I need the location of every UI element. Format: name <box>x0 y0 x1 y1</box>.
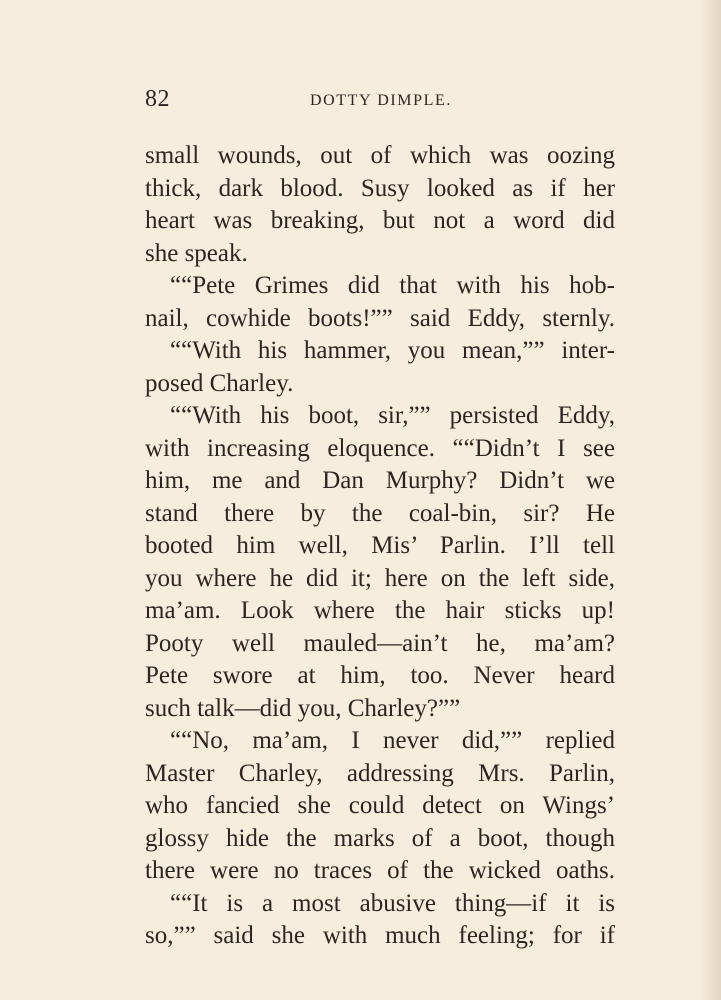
running-title: DOTTY DIMPLE. <box>310 92 452 109</box>
text-line: so,”” said she with much feeling; for if <box>145 922 615 949</box>
text-line: heart was breaking, but not a word did <box>145 207 615 234</box>
text-line: there were no traces of the wicked oaths. <box>145 857 615 884</box>
text-line: posed Charley. <box>145 369 294 397</box>
text-line: nail, cowhide boots!”” said Eddy, sternly. <box>145 304 615 332</box>
text-line: stand there by the coal-bin, sir? He <box>145 499 615 527</box>
text-line: she speak. <box>145 239 248 267</box>
text-line: you where he did it; here on the left side, <box>145 564 615 592</box>
text-line: glossy hide the marks of a boot, though <box>145 824 615 852</box>
text-line: Pooty well mauled—ain’t he, ma’am? <box>145 629 615 657</box>
text-line: with increasing eloquence. ““Didn’t I see <box>145 434 615 462</box>
body-text <box>145 140 615 953</box>
text-line: ma’am. Look where the hair sticks up! <box>145 597 615 624</box>
page-number: 82 <box>145 86 170 112</box>
text-line: him, me and Dan Murphy? Didn’t we <box>145 467 615 494</box>
text-line: such talk—did you, Charley?”” <box>145 694 461 722</box>
text-line: Master Charley, addressing Mrs. Parlin, <box>145 759 615 787</box>
text-line: ““Pete Grimes did that with his hob- <box>170 272 615 299</box>
text-line: ““It is a most abusive thing—if it is <box>170 889 615 917</box>
text-line: ““With his boot, sir,”” persisted Eddy, <box>170 402 615 429</box>
text-line: who fancied she could detect on Wings’ <box>145 792 615 819</box>
text-line: ““No, ma’am, I never did,”” replied <box>170 727 615 754</box>
text-line: Pete swore at him, too. Never heard <box>145 662 615 689</box>
text-line: small wounds, out of which was oozing <box>145 142 615 169</box>
text-line: booted him well, Mis’ Parlin. I’ll tell <box>145 532 615 559</box>
text-line: ““With his hammer, you mean,”” inter- <box>170 337 615 364</box>
page-header <box>145 82 615 116</box>
text-line: thick, dark blood. Susy looked as if her <box>145 174 615 202</box>
